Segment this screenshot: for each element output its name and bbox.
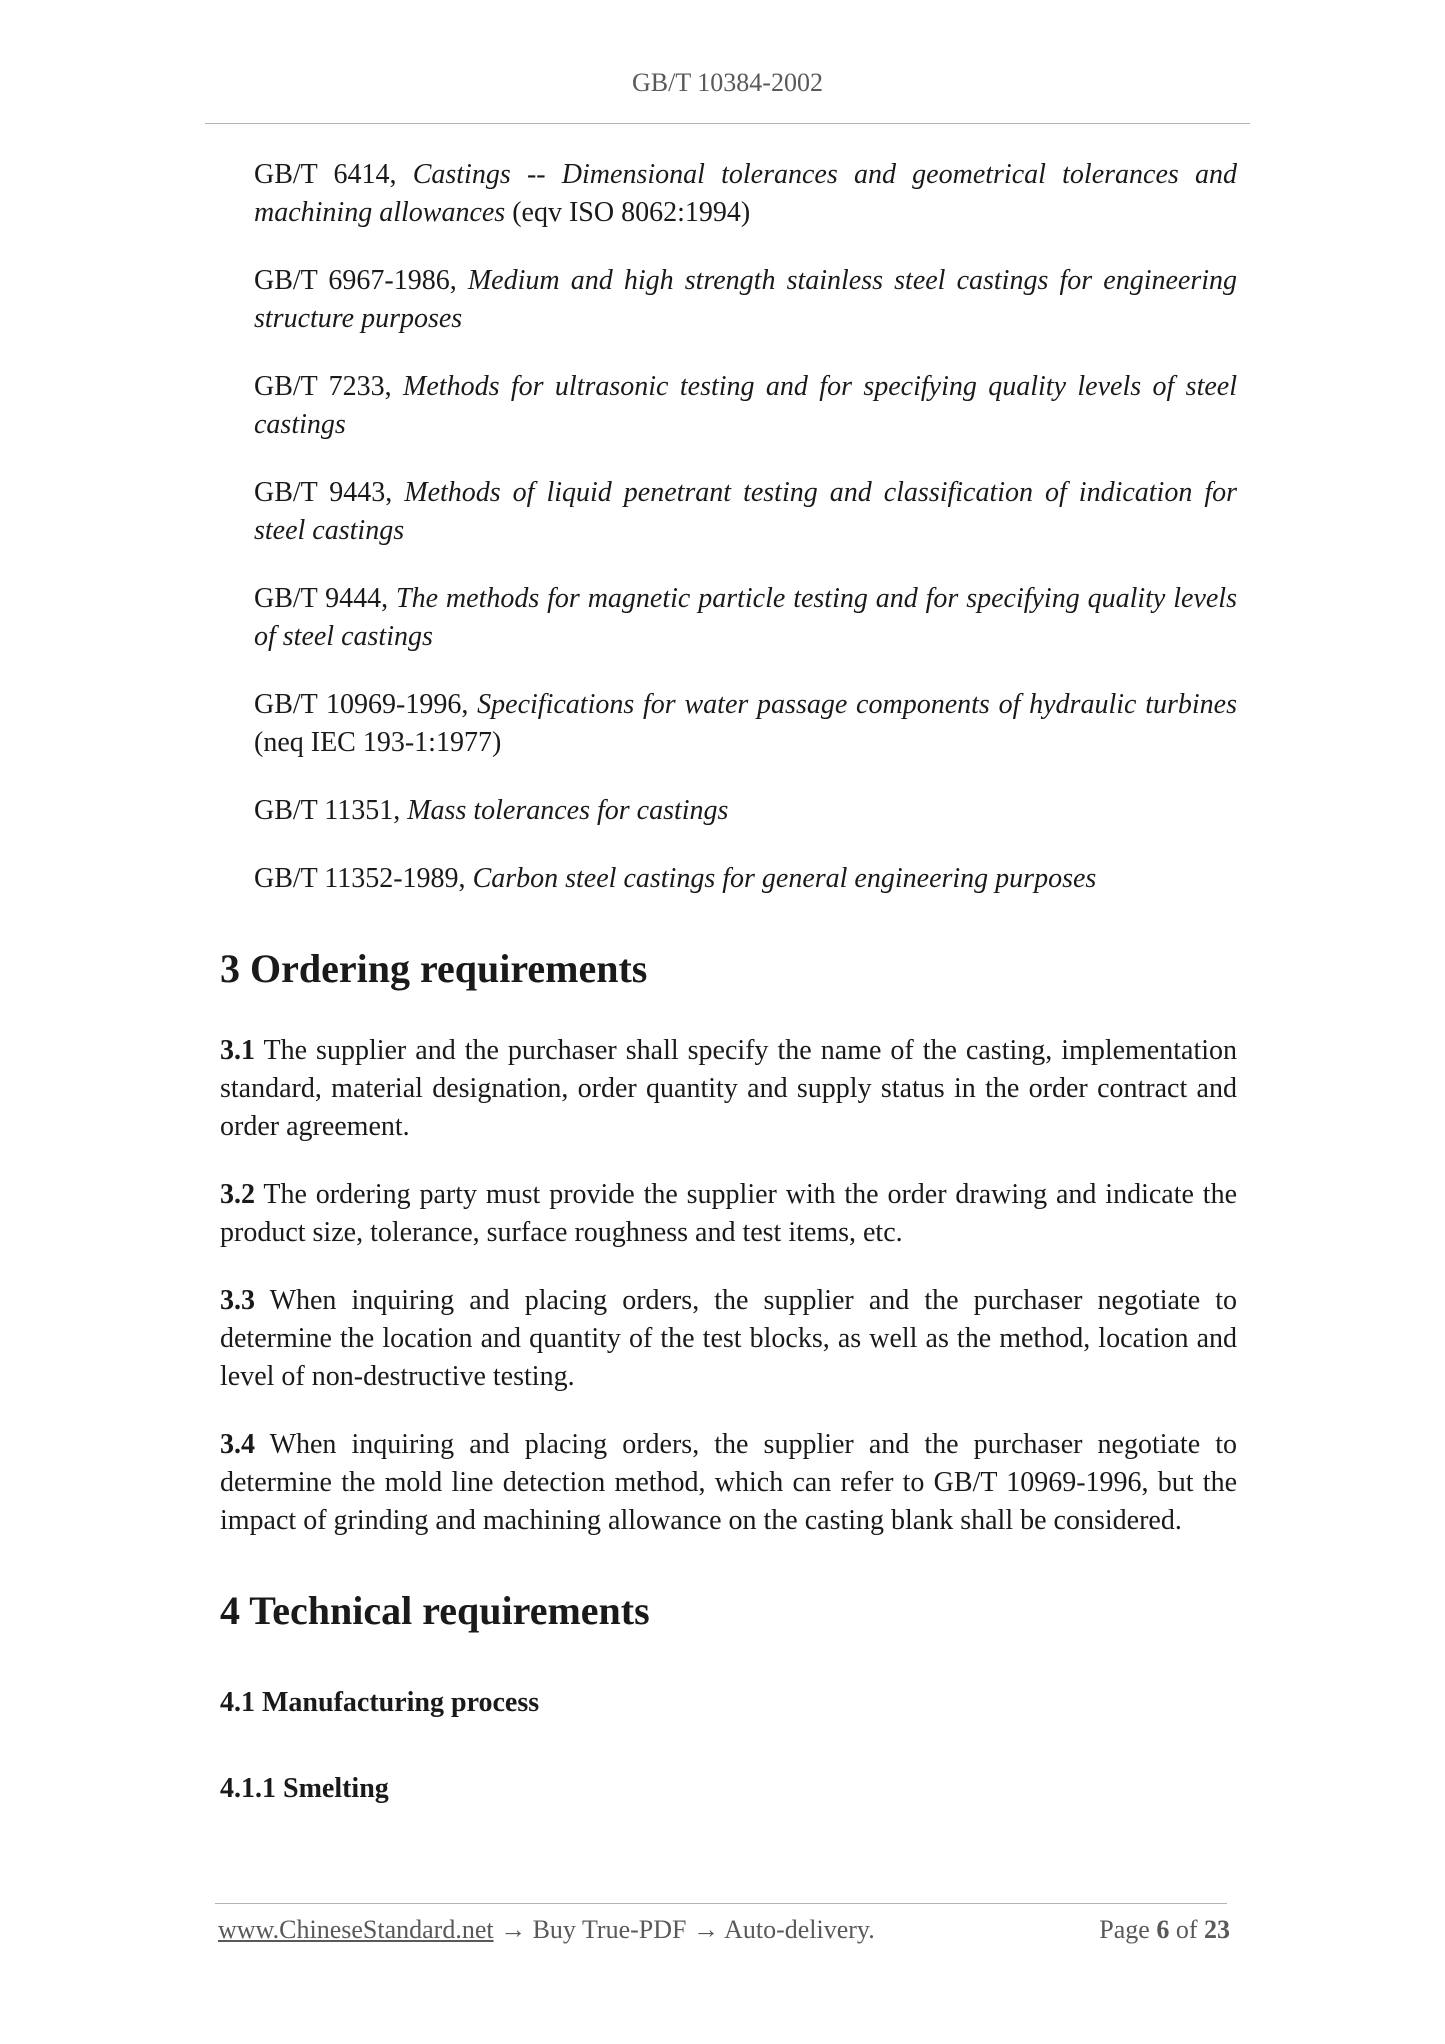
reference-title: The methods for magnetic particle testing and for specifying quality levels of steel castings (254, 583, 1237, 652)
subsection-4-1-heading: 4.1 Manufacturing process (220, 1687, 540, 1718)
reference-code: GB/T 11352-1989, (254, 863, 473, 894)
clause-3-1 (220, 1032, 1237, 1146)
reference-title: Medium and high strength stainless steel castings for engineering structure purposes (254, 265, 1237, 334)
reference-item (220, 860, 1237, 898)
reference-code: GB/T 10969-1996, (254, 689, 478, 720)
reference-title: Methods for ultrasonic testing and for specifying quality levels of steel castings (254, 371, 1237, 440)
reference-title: Carbon steel castings for general engineering purposes (472, 863, 1097, 894)
clause-number: 3.3 (220, 1285, 255, 1316)
reference-title: Specifications for water passage components of hydraulic turbines (477, 689, 1238, 720)
reference-item (220, 792, 1237, 830)
clause-text: When inquiring and placing orders, the supplier and the purchaser negotiate to determine the mold line detection method, which can refer to GB/T 10969-1996, but the impact of grinding and machining allowance on the casting blank shall be considered. (220, 1429, 1237, 1536)
arrow-icon: → (500, 1915, 527, 1944)
subsection-4-1-1-heading: 4.1.1 Smelting (220, 1773, 389, 1804)
clause-number: 3.1 (220, 1035, 255, 1066)
reference-suffix: (neq IEC 193-1:1977) (254, 727, 502, 758)
reference-code: GB/T 11351, (254, 795, 408, 826)
page-header: GB/T 10384-2002 (632, 68, 823, 97)
reference-suffix: (eqv ISO 8062:1994) (505, 197, 751, 228)
reference-code: GB/T 6967-1986, (254, 265, 468, 296)
clause-3-4 (220, 1426, 1237, 1540)
clause-number: 3.4 (220, 1429, 255, 1460)
clause-text: The ordering party must provide the supplier with the order drawing and indicate the product size, tolerance, surface roughness and test items, etc. (220, 1179, 1237, 1248)
reference-item (220, 686, 1237, 762)
normative-references-list (220, 156, 1237, 898)
page-footer (218, 1915, 1230, 1945)
reference-item (220, 580, 1237, 656)
reference-code: GB/T 7233, (254, 371, 404, 402)
buy-true-pdf-text: Buy True-PDF (532, 1915, 687, 1944)
clause-3-2 (220, 1176, 1237, 1252)
reference-title: Castings -- Dimensional tolerances and geometrical tolerances and machining allowances (254, 159, 1237, 228)
reference-item (220, 262, 1237, 338)
page-content (220, 156, 1237, 1856)
section-4-heading: 4 Technical requirements (220, 1588, 650, 1633)
reference-code: GB/T 9444, (254, 583, 397, 614)
clause-3-3 (220, 1282, 1237, 1396)
reference-code: GB/T 9443, (254, 477, 405, 508)
reference-code: GB/T 6414, (254, 159, 413, 190)
of-label: of (1175, 1915, 1198, 1944)
reference-title: Mass tolerances for castings (407, 795, 729, 826)
auto-delivery-text: Auto-delivery. (724, 1915, 875, 1944)
header-rule (205, 123, 1250, 124)
page-indicator (1099, 1915, 1230, 1945)
section-3-heading: 3 Ordering requirements (220, 946, 648, 991)
clause-text: When inquiring and placing orders, the supplier and the purchaser negotiate to determine the location and quantity of the test blocks, as well as the method, location and level of non-destructive testing. (220, 1285, 1237, 1392)
reference-title: Methods of liquid penetrant testing and classification of indication for steel castings (254, 477, 1238, 546)
total-pages-number: 23 (1204, 1915, 1230, 1944)
clause-number: 3.2 (220, 1179, 255, 1210)
footer-promo (218, 1915, 875, 1944)
current-page-number: 6 (1156, 1915, 1170, 1944)
chinesestandard-link[interactable]: www.ChineseStandard.net (218, 1915, 494, 1944)
footer-rule (215, 1903, 1227, 1904)
arrow-icon: → (693, 1915, 719, 1944)
page-label: Page (1099, 1915, 1150, 1944)
reference-item (220, 368, 1237, 444)
reference-item (220, 474, 1237, 550)
clause-text: The supplier and the purchaser shall specify the name of the casting, implementation standard, material designation, order quantity and supply status in the order contract and order agreement. (220, 1035, 1237, 1142)
reference-item (220, 156, 1237, 232)
